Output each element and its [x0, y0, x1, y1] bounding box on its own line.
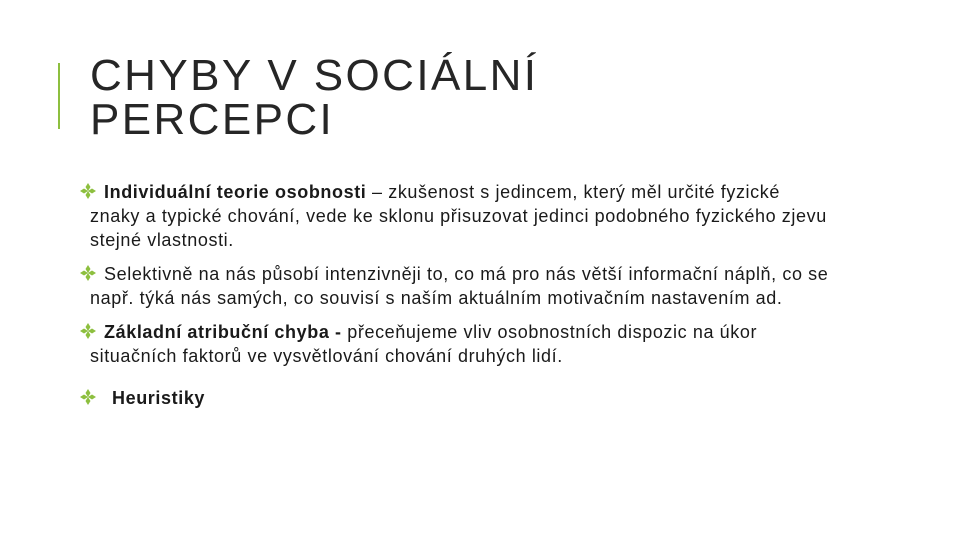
bullet-text: – zkušenost s jedincem, který měl určité fyzické znaky a typické chování, vede ke sklonu přisuzovat jedinci podobného fyzického zjevu stejné vlastnosti. — [90, 182, 827, 250]
title-accent-bar — [58, 63, 60, 129]
slide-title — [90, 51, 539, 144]
bullet-item — [90, 180, 830, 252]
bullet-bold-text: Individuální teorie osobnosti — [104, 182, 367, 202]
bullet-item — [90, 386, 830, 410]
diamond-bullet-icon — [80, 388, 96, 406]
diamond-bullet-icon — [80, 322, 96, 340]
bullet-text: Selektivně na nás působí intenzivněji to, co má pro nás větší informační náplň, co se např. týká nás samých, co souvisí s naším aktuálním motivačním nastavením ad. — [90, 264, 829, 308]
bullet-item — [90, 262, 830, 310]
diamond-bullet-icon — [80, 264, 96, 282]
bullet-item — [90, 320, 830, 368]
bullet-bold-text: Základní atribuční chyba - — [104, 322, 342, 342]
bullet-list — [90, 180, 830, 420]
bullet-bold-text: Heuristiky — [112, 388, 206, 408]
bullet-text: přeceňujeme vliv osobnostních dispozic na úkor situačních faktorů ve vysvětlování chování druhých lidí. — [90, 322, 758, 366]
slide-title-line-1: CHYBY V SOCIÁLNÍ — [90, 51, 539, 100]
slide-title-line-2: PERCEPCI — [90, 95, 335, 144]
diamond-bullet-icon — [80, 182, 96, 200]
